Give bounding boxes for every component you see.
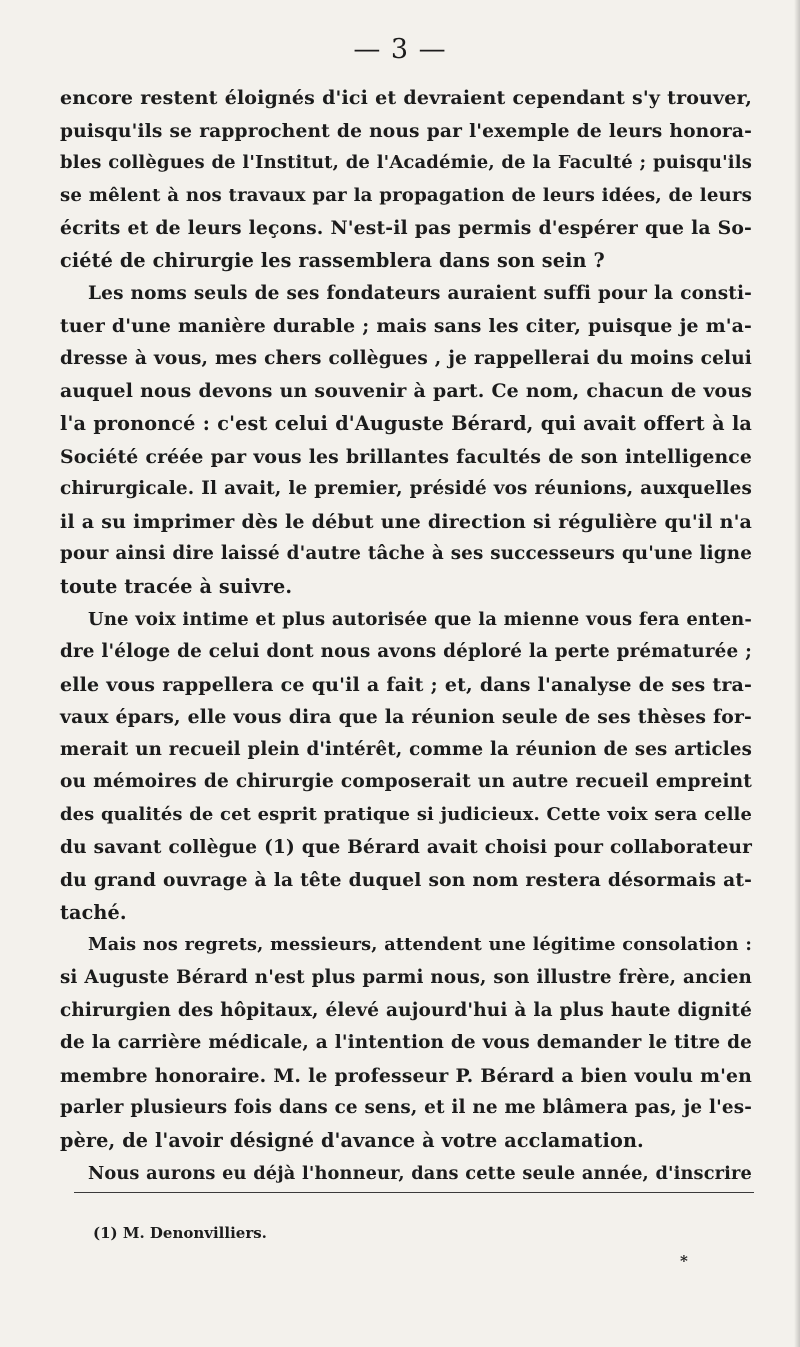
text-line: dre l'éloge de celui dont nous avons déploré la perte prématurée ; [60, 641, 752, 663]
text-line: pour ainsi dire laissé d'autre tâche à ses successeurs qu'une ligne [60, 543, 752, 565]
body-text [60, 82, 752, 1190]
text-line: encore restent éloignés d'ici et devraient cependant s'y trouver, [60, 87, 752, 109]
text-line: chirurgicale. Il avait, le premier, présidé vos réunions, auxquelles [60, 478, 752, 500]
text-line: parler plusieurs fois dans ce sens, et il ne me blâmera pas, je l'es- [60, 1097, 752, 1119]
paragraph-start-line: Mais nos regrets, messieurs, attendent une légitime consolation : [88, 934, 752, 956]
text-line: Société créée par vous les brillantes facultés de son intelligence [60, 445, 752, 468]
text-line: il a su imprimer dès le début une direction si régulière qu'il n'a [60, 510, 752, 533]
text-line: taché. [60, 900, 127, 924]
text-line: tuer d'une manière durable ; mais sans les citer, puisque je m'a- [60, 315, 752, 338]
text-line: de la carrière médicale, a l'intention de vous demander le titre de [60, 1032, 752, 1054]
text-line: du grand ouvrage à la tête duquel son nom restera désormais at- [60, 869, 752, 892]
text-line: elle vous rappellera ce qu'il a fait ; et, dans l'analyse de ses tra- [60, 673, 752, 696]
text-line: père, de l'avoir désigné d'avance à votre acclamation. [60, 1129, 644, 1152]
text-line: vaux épars, elle vous dira que la réunion seule de ses thèses for- [60, 706, 752, 729]
text-line: des qualités de cet esprit pratique si judicieux. Cette voix sera celle [60, 804, 752, 826]
text-line: du savant collègue (1) que Bérard avait choisi pour collaborateur [60, 836, 752, 858]
text-line: toute tracée à suivre. [60, 574, 293, 598]
text-line: se mêlent à nos travaux par la propagation de leurs idées, de leurs [60, 184, 752, 206]
text-line: chirurgien des hôpitaux, élevé aujourd'hui à la plus haute dignité [60, 999, 752, 1021]
page-number: — 3 — [353, 34, 447, 65]
text-line: ou mémoires de chirurgie composerait un autre recueil empreint [60, 771, 752, 793]
footnote: (1) M. Denonvilliers. [93, 1224, 267, 1242]
text-line: dresse à vous, mes chers collègues , je rappellerai du moins celui [60, 347, 752, 369]
paragraph-start-line: Une voix intime et plus autorisée que la mienne vous fera enten- [88, 608, 752, 630]
text-line: membre honoraire. M. le professeur P. Bérard a bien voulu m'en [60, 1064, 752, 1087]
text-line: si Auguste Bérard n'est plus parmi nous, son illustre frère, ancien [60, 967, 752, 989]
paragraph-start-line: Nous aurons eu déjà l'honneur, dans cette seule année, d'inscrire [88, 1162, 752, 1184]
text-line: auquel nous devons un souvenir à part. Ce nom, chacun de vous [60, 380, 752, 403]
footnote-rule [74, 1192, 754, 1193]
text-line: écrits et de leurs leçons. N'est-il pas permis d'espérer que la So- [60, 217, 752, 240]
text-line: ciété de chirurgie les rassemblera dans son sein ? [60, 248, 605, 272]
text-line: l'a prononcé : c'est celui d'Auguste Bérard, qui avait offert à la [60, 411, 752, 435]
text-line: bles collègues de l'Institut, de l'Académie, de la Faculté ; puisqu'ils [60, 152, 752, 174]
paragraph-start-line: Les noms seuls de ses fondateurs auraient suffi pour la consti- [88, 282, 752, 304]
text-line: puisqu'ils se rapprochent de nous par l'exemple de leurs honora- [60, 119, 752, 142]
text-line: merait un recueil plein d'intérêt, comme la réunion de ses articles [60, 738, 752, 760]
signature-mark: * [680, 1252, 688, 1270]
page-edge-shadow [794, 0, 800, 1347]
